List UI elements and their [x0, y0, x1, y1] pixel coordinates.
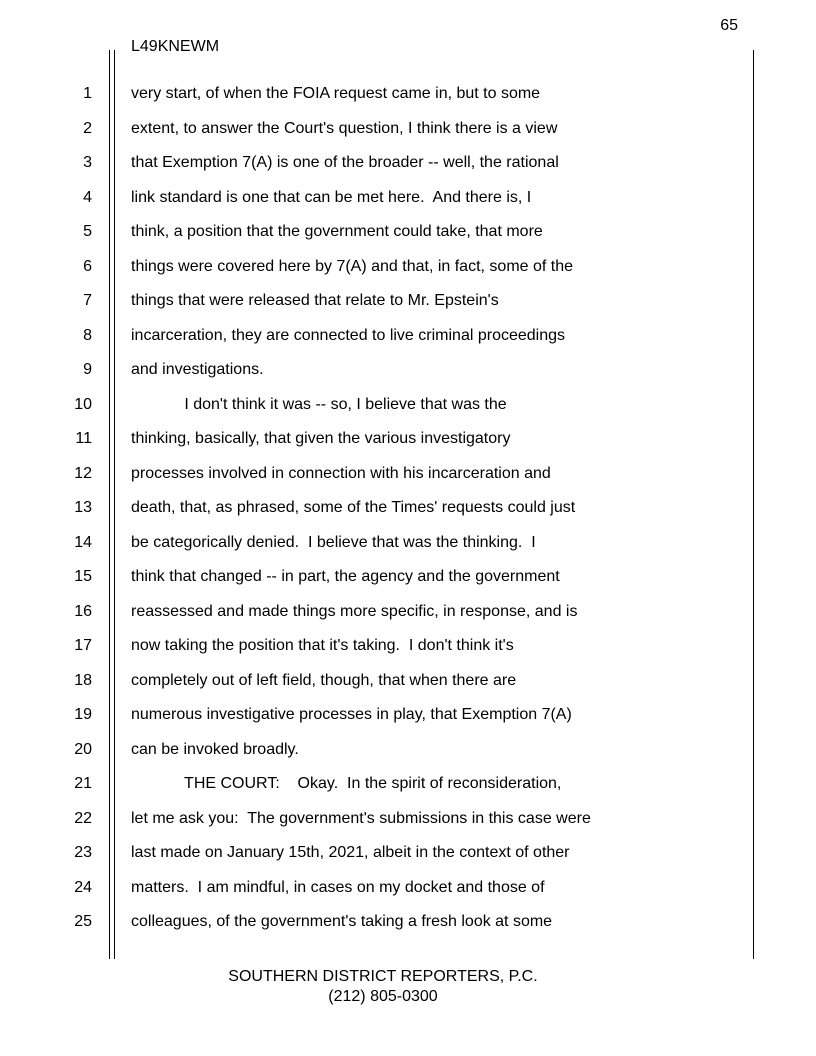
transcript-line: last made on January 15th, 2021, albeit in the context of other [131, 844, 570, 861]
line-number: 17 [74, 637, 92, 654]
transcript-line: very start, of when the FOIA request came in, but to some [131, 85, 541, 102]
transcript-line: reassessed and made things more specific, in response, and is [131, 603, 578, 620]
line-number: 22 [74, 810, 92, 827]
line-number: 1 [83, 85, 92, 102]
line-number: 12 [74, 465, 92, 482]
transcript-line: and investigations. [131, 361, 264, 378]
line-number: 24 [74, 879, 92, 896]
line-number: 16 [74, 603, 92, 620]
line-number: 5 [83, 223, 92, 240]
transcript-line: incarceration, they are connected to live criminal proceedings [131, 327, 566, 344]
transcript-line: let me ask you: The government's submissions in this case were [131, 810, 591, 827]
transcript-line: can be invoked broadly. [131, 741, 299, 758]
line-number: 19 [74, 706, 92, 723]
transcript-line: things that were released that relate to Mr. Epstein's [131, 292, 499, 309]
transcript-line: link standard is one that can be met here. And there is, I [131, 189, 532, 206]
right-margin-rule [753, 50, 754, 959]
transcript-line: THE COURT: Okay. In the spirit of reconsideration, [131, 775, 562, 792]
transcript-line: that Exemption 7(A) is one of the broader -- well, the rational [131, 154, 559, 171]
line-number: 20 [74, 741, 92, 758]
transcript-line: be categorically denied. I believe that was the thinking. I [131, 534, 536, 551]
transcript-line: thinking, basically, that given the various investigatory [131, 430, 511, 447]
line-number: 13 [74, 499, 92, 516]
line-number: 6 [83, 258, 92, 275]
header-code: L49KNEWM [131, 38, 220, 55]
line-number: 7 [83, 292, 92, 309]
line-number: 4 [83, 189, 92, 206]
left-margin-rule-outer [109, 50, 110, 959]
line-number: 3 [83, 154, 92, 171]
transcript-line: processes involved in connection with his incarceration and [131, 465, 551, 482]
line-number: 8 [83, 327, 92, 344]
line-number: 11 [75, 430, 92, 447]
line-number: 9 [83, 361, 92, 378]
line-number: 2 [83, 120, 92, 137]
left-margin-rule-inner [114, 50, 115, 959]
line-number: 23 [74, 844, 92, 861]
transcript-line: think that changed -- in part, the agency and the government [131, 568, 560, 585]
page-number: 65 [720, 17, 738, 34]
line-number: 10 [74, 396, 92, 413]
line-number: 18 [74, 672, 92, 689]
line-number: 15 [74, 568, 92, 585]
transcript-line: things were covered here by 7(A) and that, in fact, some of the [131, 258, 574, 275]
transcript-line: I don't think it was -- so, I believe that was the [131, 396, 507, 413]
transcript-line: now taking the position that it's taking. I don't think it's [131, 637, 514, 654]
footer-reporter: SOUTHERN DISTRICT REPORTERS, P.C. [228, 968, 538, 985]
transcript-line: numerous investigative processes in play, that Exemption 7(A) [131, 706, 572, 723]
transcript-line: think, a position that the government could take, that more [131, 223, 543, 240]
line-number: 14 [74, 534, 92, 551]
line-number: 21 [74, 775, 92, 792]
line-number: 25 [74, 913, 92, 930]
transcript-line: extent, to answer the Court's question, I think there is a view [131, 120, 558, 137]
footer-phone: (212) 805-0300 [328, 988, 438, 1005]
transcript-line: matters. I am mindful, in cases on my docket and those of [131, 879, 545, 896]
transcript-line: completely out of left field, though, that when there are [131, 672, 517, 689]
transcript-line: colleagues, of the government's taking a fresh look at some [131, 913, 553, 930]
transcript-line: death, that, as phrased, some of the Times' requests could just [131, 499, 576, 516]
footer [0, 967, 766, 1007]
